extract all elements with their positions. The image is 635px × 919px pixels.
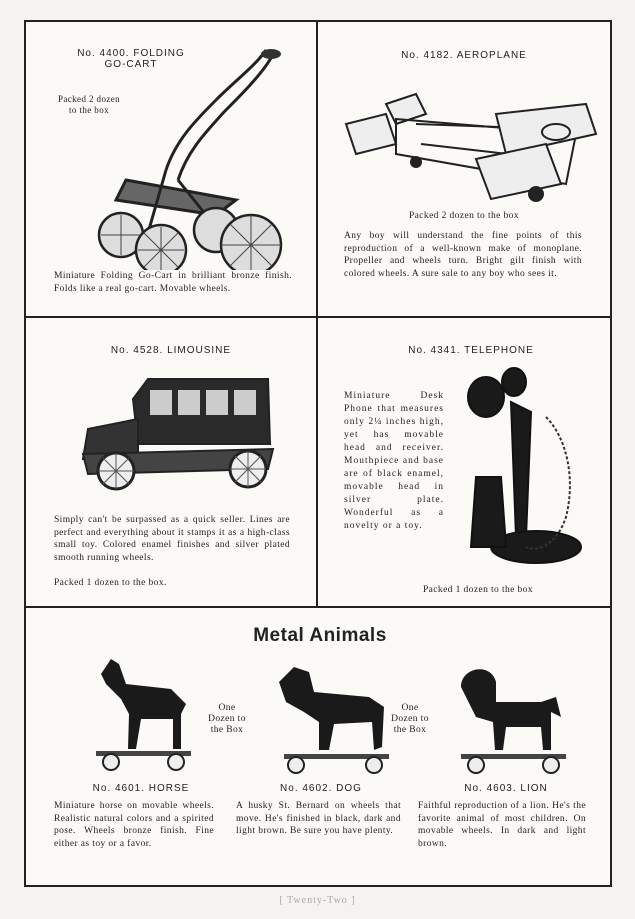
- row-divider-2: [26, 606, 610, 608]
- metal-animals-heading: Metal Animals: [253, 625, 387, 646]
- lion-body: [461, 669, 561, 750]
- aeroplane-description: Any boy will understand the fine points of this reproduction of a well-known make of monoplane. Propeller and wheels turn. Bright gilt finish with colored wheels. A sure sale to any boy who sees it.: [344, 231, 582, 279]
- gocart-illustration: [66, 40, 306, 270]
- page-number-footer: [ Twenty-Two ]: [279, 895, 356, 906]
- telephone-packed: Packed 1 dozen to the box: [423, 585, 533, 595]
- telephone-receiver: [468, 377, 504, 417]
- telephone-title: No. 4341. TELEPHONE: [408, 345, 534, 356]
- telephone-description: Miniature Desk Phone that measures only 2¼ inches high, yet has movable head and receiver. Mouthpiece and base are of black enamel, movable head in silver plate. Wonderful as a novelty or a toy.: [344, 391, 444, 531]
- horse-description: Miniature horse on movable wheels. Realistic natural colors and a spirited pose. Wheels bronze finish. Fine either as toy or a favor.: [54, 801, 214, 849]
- horse-body: [101, 659, 186, 749]
- row-divider-1: [26, 316, 610, 318]
- lion-title: No. 4603. LION: [464, 783, 548, 794]
- aeroplane-illustration: [326, 74, 606, 204]
- limousine-description: Simply can't be surpassed as a quick seller. Lines are perfect and everything about it stamps it as a high-class small toy. Colored enamel finishes and silver plated smooth running wheels.: [54, 515, 290, 563]
- gocart-title-line1: No. 4400. FOLDING: [77, 48, 185, 59]
- dog-body: [279, 667, 384, 750]
- lion-description: Faithful reproduction of a lion. He's the favorite animal of most children. On movable wheels. In dark and light brown.: [418, 801, 586, 849]
- catalog-page-frame: [24, 20, 612, 887]
- horse-wheels: [103, 754, 184, 770]
- aeroplane-packed: Packed 2 dozen to the box: [409, 211, 519, 221]
- lion-wheels: [468, 757, 559, 773]
- aeroplane-title: No. 4182. AEROPLANE: [401, 50, 527, 61]
- lion-illustration: [451, 662, 571, 777]
- limousine-title: No. 4528. LIMOUSINE: [110, 345, 232, 356]
- dog-title: No. 4602. DOG: [280, 783, 362, 794]
- dog-wheels: [288, 757, 382, 773]
- column-divider: [316, 22, 318, 608]
- animals-packed-left: One Dozen to the Box: [208, 703, 246, 735]
- gocart-title-line2: GO-CART: [104, 59, 158, 70]
- gocart-wheels: [99, 208, 281, 270]
- dog-illustration: [274, 662, 394, 777]
- gocart-packed: Packed 2 dozen to the box: [57, 94, 121, 115]
- horse-title: No. 4601. HORSE: [92, 783, 190, 794]
- limousine-packed: Packed 1 dozen to the box.: [54, 578, 167, 588]
- dog-description: A husky St. Bernard on wheels that move. He's finished in black, dark and light brown. Be sure you have plenty.: [236, 801, 401, 836]
- telephone-stand: [511, 402, 531, 537]
- gocart-description: Miniature Folding Go-Cart in brilliant bronze finish. Folds like a real go-cart. Movable wheels.: [54, 271, 292, 294]
- telephone-illustration: [456, 357, 586, 572]
- animals-packed-right: One Dozen to the Box: [391, 703, 429, 735]
- limousine-illustration: [78, 374, 278, 494]
- horse-illustration: [81, 654, 201, 774]
